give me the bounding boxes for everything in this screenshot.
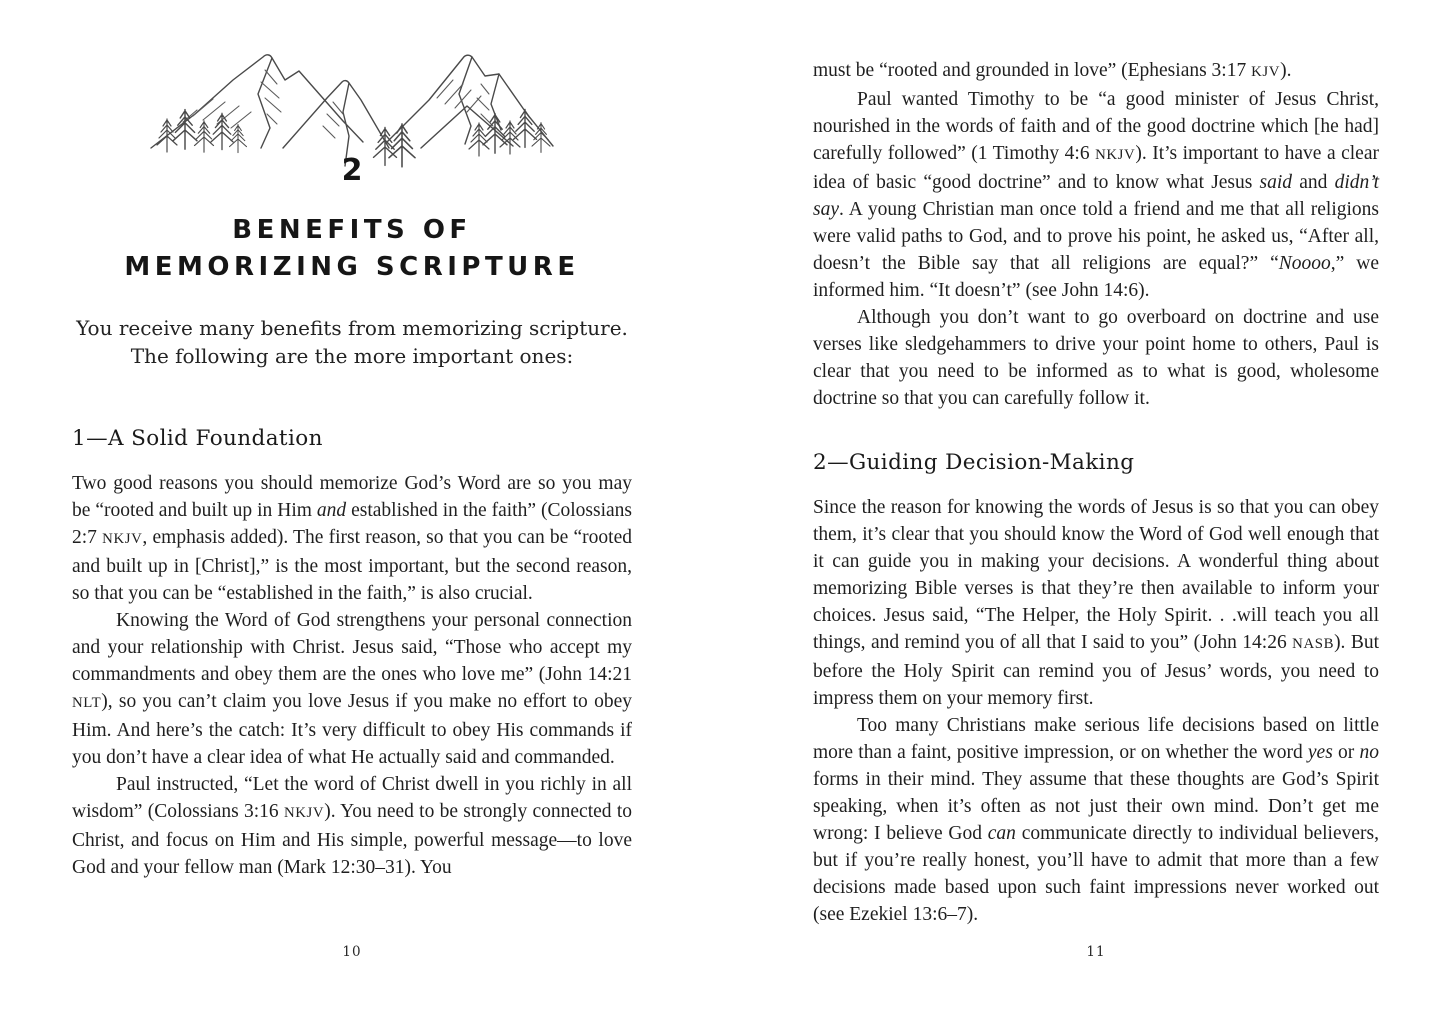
- body-paragraph: [72, 771, 632, 881]
- text-segment: Too many Christians make serious life decisions based on little more than a faint, positive impression, or on whether the word: [813, 715, 1379, 763]
- text-segment-smallcaps: NKJV: [102, 531, 143, 547]
- text-segment: Paul instructed, “Let the word of Christ dwell in you richly in all wisdom” (Colossians 3:16: [72, 774, 632, 822]
- text-segment: communicate directly to individual believers, but if you’re really honest, you’ll have to admit that more than a few decisions made based upon such faint impressions never worked out (see Ezekiel 13:6–7).: [813, 823, 1379, 925]
- text-segment-italic: no: [1359, 742, 1379, 763]
- chapter-title: [72, 212, 632, 286]
- body-paragraph: [813, 304, 1379, 412]
- body-text-right-bottom: [813, 494, 1379, 928]
- text-segment: Since the reason for knowing the words of Jesus is so that you can obey them, it’s clear that you should know the Word of God well enough that it can guide you in making your decisions. A wonderful thing about memorizing Bible verses is that they’re then available to inform your choices. Jesus said, “The Helper, the Holy Spirit. . .will teach you all things, and remind you of all that I said to you” (John 14:26: [813, 497, 1379, 653]
- body-paragraph: [813, 57, 1379, 86]
- text-segment: Although you don’t want to go overboard on doctrine and use verses like sledgehammers to drive your point home to others, Paul is clear that you need to be informed as to what is good, wholesome doctrine so that you can carefully follow it.: [813, 307, 1379, 409]
- text-segment: ). But before the Holy Spirit can remind you of Jesus’ words, you need to impress them on your memory first.: [813, 632, 1380, 709]
- text-segment: or: [1332, 742, 1360, 763]
- text-segment-italic: and: [316, 500, 347, 521]
- body-paragraph: [72, 470, 632, 607]
- text-segment: ). It’s important to have a clear idea of basic “good doctrine” and to know what Jesus: [813, 143, 1379, 193]
- section-heading-1: 1—A Solid Foundation: [72, 426, 323, 451]
- text-segment: ). You need to be strongly connected to Christ, and focus on Him and His simple, powerful message—to love God and your fellow man (Mark 12:30–31). You: [72, 801, 632, 878]
- text-segment-smallcaps: NKJV: [283, 805, 325, 821]
- text-segment: Knowing the Word of God strengthens your personal connection and your relationship with Christ. Jesus said, “Those who accept my commandments and obey them are the ones who love me” (John 14:21: [72, 610, 632, 685]
- body-paragraph: [813, 494, 1379, 712]
- body-paragraph: [813, 712, 1379, 928]
- text-segment: , emphasis added). The first reason, so that you can be “rooted and built up in [Christ],” is the most important, but the second reason, so that you can be “established in the faith,” is also crucial.: [72, 527, 632, 604]
- chapter-number: 2: [341, 153, 363, 188]
- section-heading-2: 2—Guiding Decision-Making: [813, 450, 1135, 475]
- text-segment: and: [1292, 172, 1335, 193]
- body-paragraph: [813, 86, 1379, 304]
- mountain-illustration: [137, 36, 567, 168]
- page-number-right: 11: [1086, 944, 1106, 960]
- text-segment: ,” we informed him. “It doesn’t” (see John 14:6).: [813, 253, 1379, 301]
- text-segment-smallcaps: KJV: [1251, 64, 1281, 80]
- text-segment-italic: Noooo: [1278, 253, 1331, 274]
- text-segment-italic: can: [987, 823, 1016, 844]
- text-segment-smallcaps: NKJV: [1095, 147, 1136, 163]
- page-number-left: 10: [342, 944, 362, 960]
- text-segment: . A young Christian man once told a friend and me that all religions were valid paths to God, and to prove his point, he asked us, “After all, doesn’t the Bible say that all religions are equal?” “: [813, 199, 1379, 274]
- body-text-right-top: [813, 0, 1379, 412]
- mountains-and-pines-icon: [137, 36, 567, 168]
- text-segment: ), so you can’t claim you love Jesus if you make no effort to obey Him. And here’s the catch: It’s very difficult to obey His commands if you don’t have a clear idea of what He actually said and commanded.: [72, 691, 632, 768]
- body-text-left: [72, 470, 632, 881]
- chapter-intro-line1: You receive many benefits from memorizing scripture.: [76, 316, 628, 340]
- text-segment: ).: [1280, 60, 1292, 81]
- text-segment: forms in their mind. They assume that these thoughts are God’s Spirit speaking, when it’s often as not just their own mind. Don’t get me wrong: I believe God: [813, 769, 1379, 844]
- text-segment: must be “rooted and grounded in love” (Ephesians 3:17: [813, 60, 1252, 81]
- body-paragraph: [72, 607, 632, 771]
- text-segment: Paul wanted Timothy to be “a good minister of Jesus Christ, nourished in the words of faith and of the good doctrine which [he had] carefully followed” (1 Timothy 4:6: [813, 89, 1379, 164]
- text-segment-italic: said: [1259, 172, 1293, 193]
- text-segment: established in the faith” (Colossians 2:7: [72, 500, 632, 548]
- chapter-intro-line2: The following are the more important ones:: [130, 344, 574, 368]
- chapter-title-line2: MEMORIZING SCRIPTURE: [124, 252, 580, 282]
- page-left: [72, 0, 632, 1012]
- text-segment: Two good reasons you should memorize God’s Word are so you may be “rooted and built up in Him: [72, 473, 632, 521]
- text-segment-italic: yes: [1307, 742, 1333, 763]
- text-segment-italic: didn’t say: [813, 172, 1380, 220]
- chapter-intro: [72, 314, 632, 370]
- page-right: [813, 0, 1379, 1012]
- text-segment-smallcaps: NLT: [72, 695, 102, 711]
- text-segment-smallcaps: NASB: [1292, 636, 1335, 652]
- chapter-title-line1: BENEFITS OF: [232, 215, 472, 245]
